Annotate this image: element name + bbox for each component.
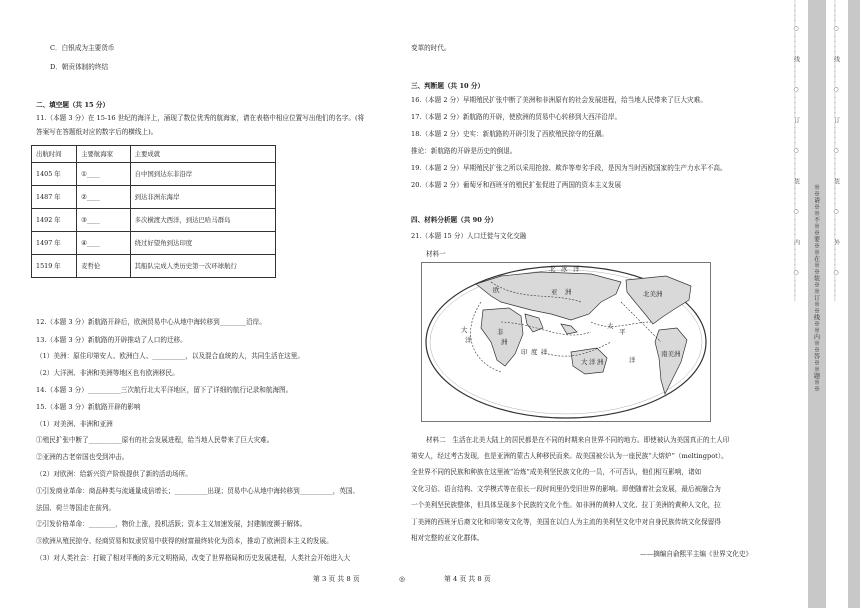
map-label: 亚 [551,288,558,296]
q18-inference: 推论：新航路的开辟是历史的倒退。 [411,147,517,155]
section3-title: 三、判断题（共 10 分） [411,82,485,90]
binding-margin [790,0,860,608]
q13: 13.（本题 3 分）新航路的开辟推动了人口的迁移。 [36,336,187,344]
option-c: C．白银成为主要货币 [50,44,115,52]
navigator-table [31,145,276,278]
table-cell: ④____ [77,232,131,255]
map-label: 洋 [465,336,472,344]
table-cell: 麦哲伦 [77,255,131,278]
q11-line1: 11.（本题 3 分）在 15-16 世纪的海洋上，涌现了数位优秀的航海家，请在表格中相应位置写出他们的名字。(将 [36,114,365,122]
map-label: 冰 [561,265,568,273]
q15-part1: （1）对美洲、非洲和亚洲 [36,420,113,428]
table-row [32,163,276,186]
binding-gray-strip [848,0,860,608]
left-page [0,0,400,608]
q11-line2: 答案写在答题纸对应的数字后的横线上)。 [36,128,158,136]
q15-part2: （2）对欧洲：给新兴资产阶级提供了新的活动场所。 [36,470,192,478]
map-label: 度 [531,348,538,356]
map-label: 洲 [565,288,572,296]
q21: 21.（本题 15 分）人口迁徙与文化交融 [411,232,527,240]
q16: 16.（本题 2 分）早期殖民扩张中断了美洲和非洲原有的社会发展进程，给当地人民带来了巨大灾难。 [411,96,707,104]
binding-dotted-line: ……………○……………线……………○……………订……………○……………装……………○……………外……………○…………… [832,0,840,300]
map-label: 洲 [501,338,508,346]
table-cell: ①____ [77,163,131,186]
material2-line4: 文化习俗、语言结构、文学模式等在很长一段时间里仍受旧世界的影响。即使随着社会发展，最后被融合为 [411,485,721,493]
q15-item-b: ②亚洲的古老帝国也受到冲击。 [36,453,129,461]
map-label: 洋 [541,348,548,356]
map-label: 南美洲 [661,350,681,358]
map-label: 洋 [629,356,636,364]
map-label: 洋 [589,358,596,366]
q17: 17.（本题 2 分）新航路的开辟，使欧洲的贸易中心转移到大西洋沿岸。 [411,113,622,121]
table-header: 主要成就 [130,146,275,163]
table-row [32,186,276,209]
binding-dotted-line: ……………○……………线……………○……………订……………○……………装……………○……………内……………○…………… [792,0,800,300]
map-label: 印 [521,348,528,356]
q15: 15.（本题 3 分）新航路开辟的影响 [36,403,141,411]
section4-title: 四、材料分析题（共 90 分） [411,216,498,224]
map-label: 大 [581,358,588,366]
q15-part3: （3）对人类社会：打破了相对平衡的多元文明格局，改变了世界格局和历史发展进程，人类社会开始进入大 [36,554,351,562]
page-number-right: 第 4 页 共 8 页 [444,575,491,583]
map-label: 北美洲 [643,290,663,298]
center-circle-mark: ◎ [399,575,405,583]
q12: 12.（本题 3 分）新航路开辟后，欧洲贸易中心从地中海转移到________沿岸。 [36,318,266,326]
q15-item-e: ③欧洲从殖民掠夺、经商贸易和奴隶贸易中获得的财富最终转化为资本，推动了欧洲资本主义的发展。 [36,537,333,545]
continued-text: 变革的时代。 [411,44,451,52]
map-label: 洋 [573,265,580,273]
map-label: 欧 [493,286,500,294]
table-cell: 1497 年 [32,232,77,255]
material2-line2: 第安人，经过考古发现，也是亚洲的蒙古人种移民而来。故美国被公认为一座民族“大熔炉”（meltingpot）。 [411,452,728,460]
table-cell: 1519 年 [32,255,77,278]
q13-part1: （1）美洲：原住印第安人、欧洲白人、__________，以及混合血统的人，共同生活在这里。 [36,352,304,360]
table-cell: 绕过好望角到达印度 [130,232,275,255]
material2-line1: 材料二 生活在北美大陆上的居民都是在不同的时期来自世界不同的地方。即使被认为美国真正的土人印 [426,436,730,444]
table-cell: 自中国到达东非沿岸 [130,163,275,186]
page-number-left: 第 3 页 共 8 页 [313,575,360,583]
right-page [400,0,800,608]
material2-line3: 全世界不同的民族和种族在这里被“冶炼”成美利坚民族文化的一员，不可否认，他们相互影响，诸如 [411,468,702,476]
binding-warning: ※※请※※不※※要※※在※※装※※订※※线※※内※※答※※题※※ [812,184,820,392]
q15-item-c: ①引发商业革命：商品种类与流通量成倍增长；__________出现；贸易中心从地中海转移到__________，英国、 [36,487,360,495]
table-cell: 到达非洲东海岸 [130,186,275,209]
map-label: 北 [549,265,556,273]
q15-item-a: ①殖民扩张中断了__________原有的社会发展进程，给当地人民带来了巨大灾难。 [36,436,274,444]
table-row [32,255,276,278]
material2-line7: 相对完整的亚文化群体。 [411,534,484,542]
table-cell: ③____ [77,209,131,232]
map-label: 太 [607,322,614,330]
world-map [421,262,711,422]
table-header: 主要航海家 [77,146,131,163]
material2-line5: 一个美利坚民族整体，但具体呈现多个民族的文化个性。如非洲的黄种人文化、拉丁美洲的黄种人文化，拉 [411,501,721,509]
table-cell: ②____ [77,186,131,209]
q20: 20.（本题 2 分）葡萄牙和西班牙的殖民扩张促进了两国的资本主义发展 [411,181,622,189]
table-header: 出航时间 [32,146,77,163]
map-label: 大 [461,326,468,334]
material1-label: 材料一 [426,250,446,258]
q13-part2: （2）大洋洲、非洲和美洲等地区也有欧洲移民。 [36,369,179,377]
q18: 18.（本题 2 分）史实：新航路的开辟引发了西欧殖民掠夺的狂潮。 [411,130,608,138]
table-cell: 其船队完成人类历史第一次环球航行 [130,255,275,278]
table-header-row [32,146,276,163]
material2-line6: 丁美洲的西班牙后裔文化和印第安文化等，美国在以白人为主流的美利坚文化中对自身民族传统文化保留得 [411,518,721,526]
material2-source: ——摘编自俞熙平主编《世界文化史》 [640,550,753,558]
q15-item-c-cont: 法国、荷兰等国走在前列。 [36,504,116,512]
table-row [32,232,276,255]
table-cell: 1487 年 [32,186,77,209]
option-d: D．朝贡体制的终结 [50,63,109,71]
q14: 14.（本题 3 分）__________三次航行北太平洋地区，留下了详细的航行记录和航海图。 [36,386,293,394]
table-cell: 1405 年 [32,163,77,186]
map-label: 洲 [597,358,604,366]
q19: 19.（本题 2 分）早期殖民扩张之所以采用抢掠、欺诈等卑劣手段，是因为当时西欧国家的生产力水平不高。 [411,164,727,172]
map-label: 非 [497,328,504,336]
section2-title: 二、填空题（共 15 分） [36,101,110,109]
table-cell: 1492 年 [32,209,77,232]
map-label: 平 [619,328,626,336]
table-row [32,209,276,232]
table-cell: 多次横渡大西洋，到达巴哈马群岛 [130,209,275,232]
q15-item-d: ②引发价格革命：________，物价上涨，投机活跃；资本主义加速发展，封建制度濒于解体。 [36,520,307,528]
